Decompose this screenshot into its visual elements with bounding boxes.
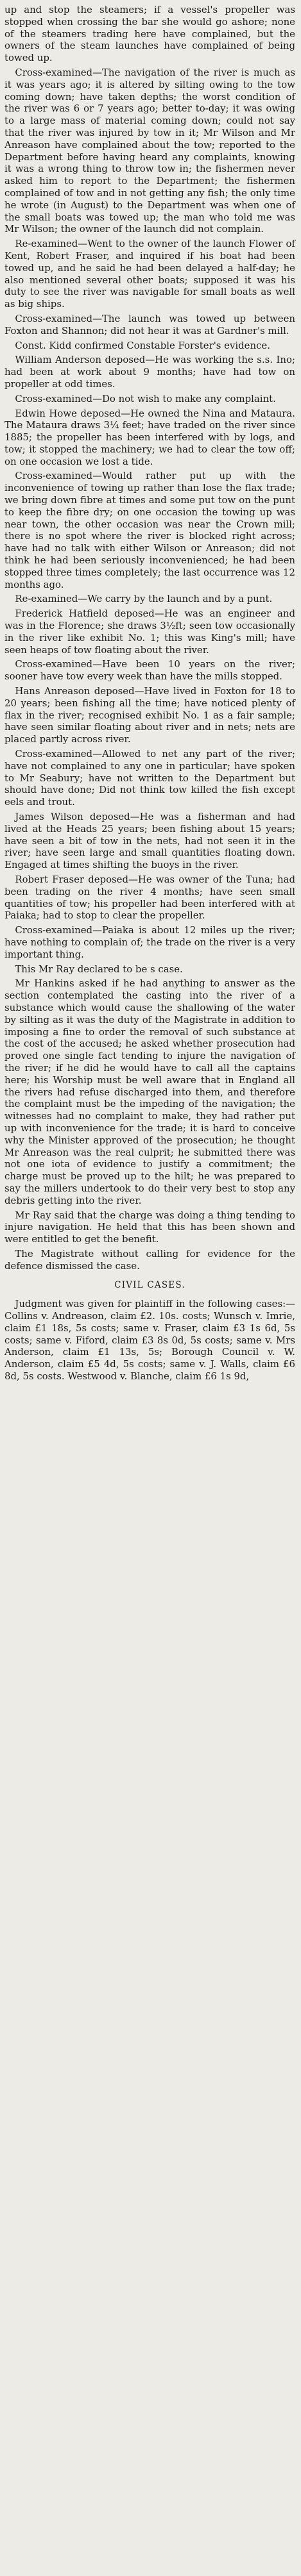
article-paragraph: Frederick Hatfield deposed—He was an engineer and was in the Florence; she draws 3½ft; seen tow occasionally in the river like exhibit No. 1; this was King's mill; have seen heaps of tow floating about the river. <box>4 608 295 656</box>
article-paragraph: Cross-examined—Do not wish to make any complaint. <box>15 392 276 404</box>
section-heading: CIVIL CASES. <box>114 1280 185 1291</box>
article-paragraph: William Anderson deposed—He was working the s.s. Ino; had been at work about 9 months; have had tow on propeller at odd times. <box>4 354 295 390</box>
article-paragraph: The Magistrate without calling for evidence for the defence dismissed the case. <box>4 1247 295 1272</box>
article-paragraph: This Mr Ray declared to be s case. <box>15 963 183 975</box>
article-paragraph: Cross-examined—Paiaka is about 12 miles up the river; have nothing to complain of; the trade on the river is a very important thing. <box>4 924 295 960</box>
article-paragraph: Cross-examined—Would rather put up with the inconvenience of towing up rather than lose the flax trade; we bring down fibre at times and some put tow on the punt to keep the fibre dry; on one occasion the towing up was near town, the other occasion was near the Crown mill; there is no spot where the river is blocked right across; have had no talk with either Wilson or Anreason; did not think he had been seriously inconvenienced; he had been stopped three times completely; the last occurrence was 12 months ago. <box>4 470 295 590</box>
article-paragraph: James Wilson deposed—He was a fisherman and had lived at the Heads 25 years; been fishing about 15 years; have seen a bit of tow in the nets, had not seen it in the river; have seen large and small quantities floating down. Engaged at times shifting the buoys in the river. <box>4 811 295 871</box>
article-paragraph: Mr Hankins asked if he had anything to answer as the section contemplated the casting into the river of a substance which would cause the shallowing of the water by silting as it was the duty of the Magistrate in addition to imposing a fine to order the removal of such substance at the cost of the accused; he asked whether prosecution had proved one single fact tending to injure the navigation of the river; if he did he would have to call all the captains here; his Worship must be well aware that in England all the rivers had refuse discharged into them, and therefore the complaint must be the impeding of the navigation; the witnesses had no complaint to make, they had rather put up with inconvenience for the trade; it is hard to conceive why the Minister approved of the prosecution; he thought Mr Anreason was the real culprit; he submitted there was not one iota of evidence to justify a commitment; the charge must be proved up to the hilt; he was prepared to say the millers undertook to do their very best to stop any debris getting into the river. <box>4 977 295 1206</box>
civil-cases-paragraph: Judgment was given for plaintiff in the following cases:—Collins v. Andreason, claim £2. 10s. costs; Wunsch v. Imrie, claim £1 18s, 5s costs; same v. Fraser, claim £3 1s 6d, 5s costs; same v. Fiford, claim £3 8s 0d, 5s costs; same v. Mrs Anderson, claim £1 13s, 5s; Borough Council v. W. Anderson, claim £5 4d, 5s costs; same v. J. Walls, claim £6 8d, 5s costs. Westwood v. Blanche, claim £6 1s 9d, <box>4 1298 295 1383</box>
article-paragraph: up and stop the steamers; if a vessel's propeller was stopped when crossing the bar she would go ashore; none of the steamers trading here have complained, but the owners of the steam launches have complained of being towed up. <box>4 4 295 64</box>
article-paragraph: Cross-examined—The navigation of the river is much as it was years ago; it is altered by silting owing to the tow coming down; have taken depths; the worst condition of the river was 6 or 7 years ago; better to-day; it was owing to a large mass of material coming down; could not say that the river was injured by tow in it; Mr Wilson and Mr Anreason have complained about the tow; reported to the Department before having heard any complaints, knowing it was a wrong thing to throw tow in; the fishermen never asked him to report to the Department; the fishermen complained of tow and in not getting any fish; the only time he wrote (in August) to the Department was when one of the small boats was towed up; the man who told me was Mr Wilson; the owner of the launch did not complain. <box>4 66 295 235</box>
article-paragraph: Mr Ray said that the charge was doing a thing tending to injure navigation. He held that this has been shown and were entitled to get the benefit. <box>4 1209 295 1245</box>
article-paragraph: Cross-examined—The launch was towed up between Foxton and Shannon; did not hear it was at Gardner's mill. <box>4 312 295 337</box>
article-paragraph: Cross-examined—Allowed to net any part of the river; have not complained to any one in particular; have spoken to Mr Seabury; have not written to the Department but should have done; Did not think tow killed the fish except eels and trout. <box>4 748 295 808</box>
article-paragraph: Cross-examined—Have been 10 years on the river; sooner have tow every week than have the mills stopped. <box>4 658 295 683</box>
article-paragraph: Const. Kidd confirmed Constable Forster's evidence. <box>15 339 270 351</box>
article-paragraph: Robert Fraser deposed—He was owner of the Tuna; had been trading on the river 4 months; have seen small quantities of tow; his propeller had been interfered with at Paiaka; had to stop to clear the propeller. <box>4 873 295 922</box>
article-paragraph: Edwin Howe deposed—He owned the Nina and Mataura. The Mataura draws 3¼ feet; have traded on the river since 1885; the propeller has been interfered with by logs, and tow; it stopped the machinery; we had to clear the tow off; on one occasion we lost a tide. <box>4 407 295 467</box>
article-paragraph: Re-examined—We carry by the launch and by a punt. <box>15 593 273 605</box>
article-paragraph: Hans Anreason deposed—Have lived in Foxton for 18 to 20 years; been fishing all the time; have noticed plenty of flax in the river; recognised exhibit No. 1 as a fair sample; have seen similar floating about river and in nets; nets are placed partly across river. <box>4 685 295 745</box>
article-paragraph: Re-examined—Went to the owner of the launch Flower of Kent, Robert Fraser, and inquired if his boat had been towed up, and he said he had been delayed a half-day; he also mentioned several other boats; supposed it was his duty to see the river was navigable for small boats as well as big ships. <box>4 238 295 310</box>
